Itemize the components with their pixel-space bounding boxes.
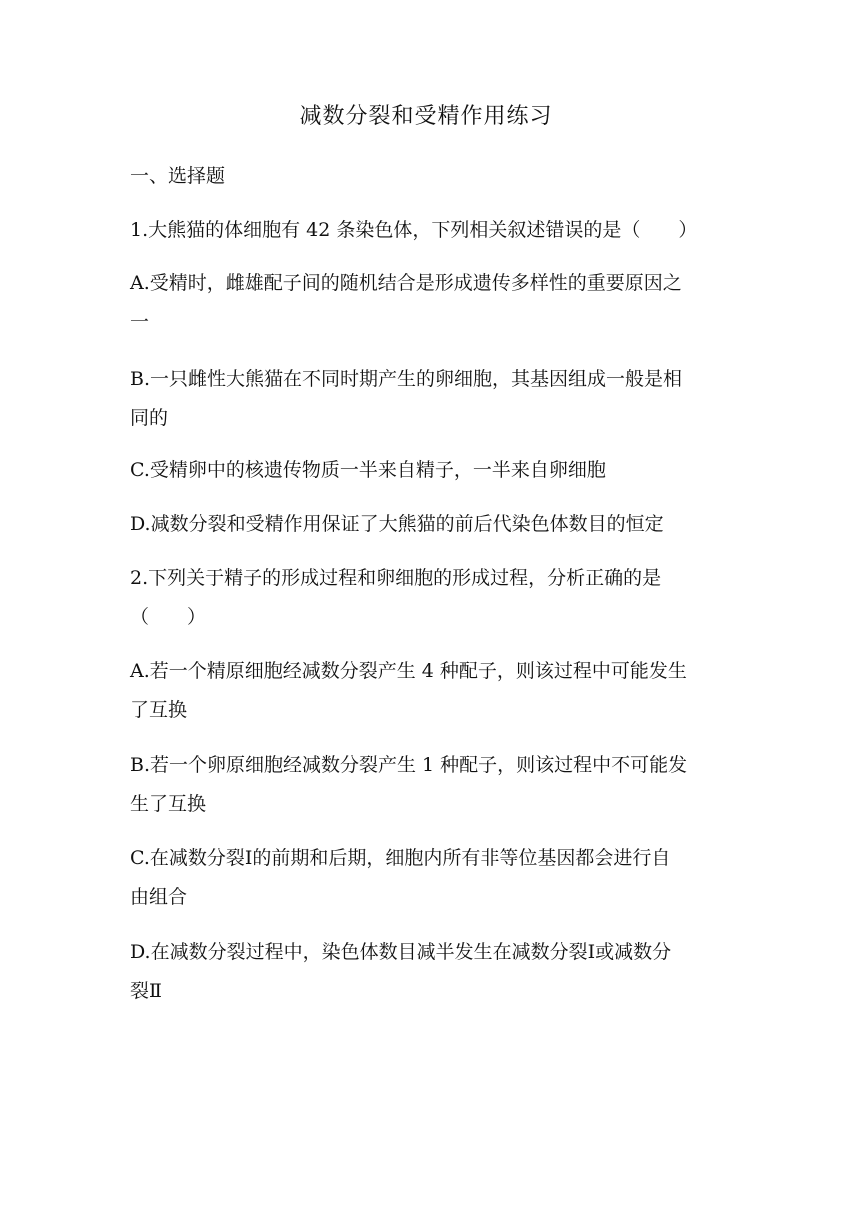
question-2-stem: 2.下列关于精子的形成过程和卵细胞的形成过程，分析正确的是 <box>130 567 662 589</box>
question-1-option-b-continued: 同的 <box>130 407 169 429</box>
question-1-option-d: D.减数分裂和受精作用保证了大熊猫的前后代染色体数目的恒定 <box>130 513 664 535</box>
question-2-option-c: C.在减数分裂Ⅰ的前期和后期，细胞内所有非等位基因都会进行自 <box>130 847 671 869</box>
question-1-option-a: A.受精时，雌雄配子间的随机结合是形成遗传多样性的重要原因之 <box>130 272 682 294</box>
page-title: 减数分裂和受精作用练习 <box>299 104 553 129</box>
question-2-stem-continued: （ ） <box>130 606 207 628</box>
question-2-option-d-continued: 裂Ⅱ <box>130 980 162 1002</box>
question-2-option-b-continued: 生了互换 <box>130 793 207 815</box>
section-heading: 一、选择题 <box>130 165 226 187</box>
question-1-option-a-continued: 一 <box>130 311 150 333</box>
question-2-option-b: B.若一个卵原细胞经减数分裂产生 1 种配子，则该过程中不可能发 <box>130 754 688 776</box>
question-1-option-b: B.一只雌性大熊猫在不同时期产生的卵细胞，其基因组成一般是相 <box>130 368 683 390</box>
question-2-option-d: D.在减数分裂过程中，染色体数目减半发生在减数分裂Ⅰ或减数分 <box>130 941 672 963</box>
question-2-option-a-continued: 了互换 <box>130 699 188 721</box>
question-1-option-c: C.受精卵中的核遗传物质一半来自精子，一半来自卵细胞 <box>130 459 606 481</box>
question-1-stem: 1.大熊猫的体细胞有 42 条染色体，下列相关叙述错误的是（ ） <box>130 219 698 241</box>
question-2-option-a: A.若一个精原细胞经减数分裂产生 4 种配子，则该过程中可能发生 <box>130 660 687 682</box>
question-2-option-c-continued: 由组合 <box>130 886 188 908</box>
